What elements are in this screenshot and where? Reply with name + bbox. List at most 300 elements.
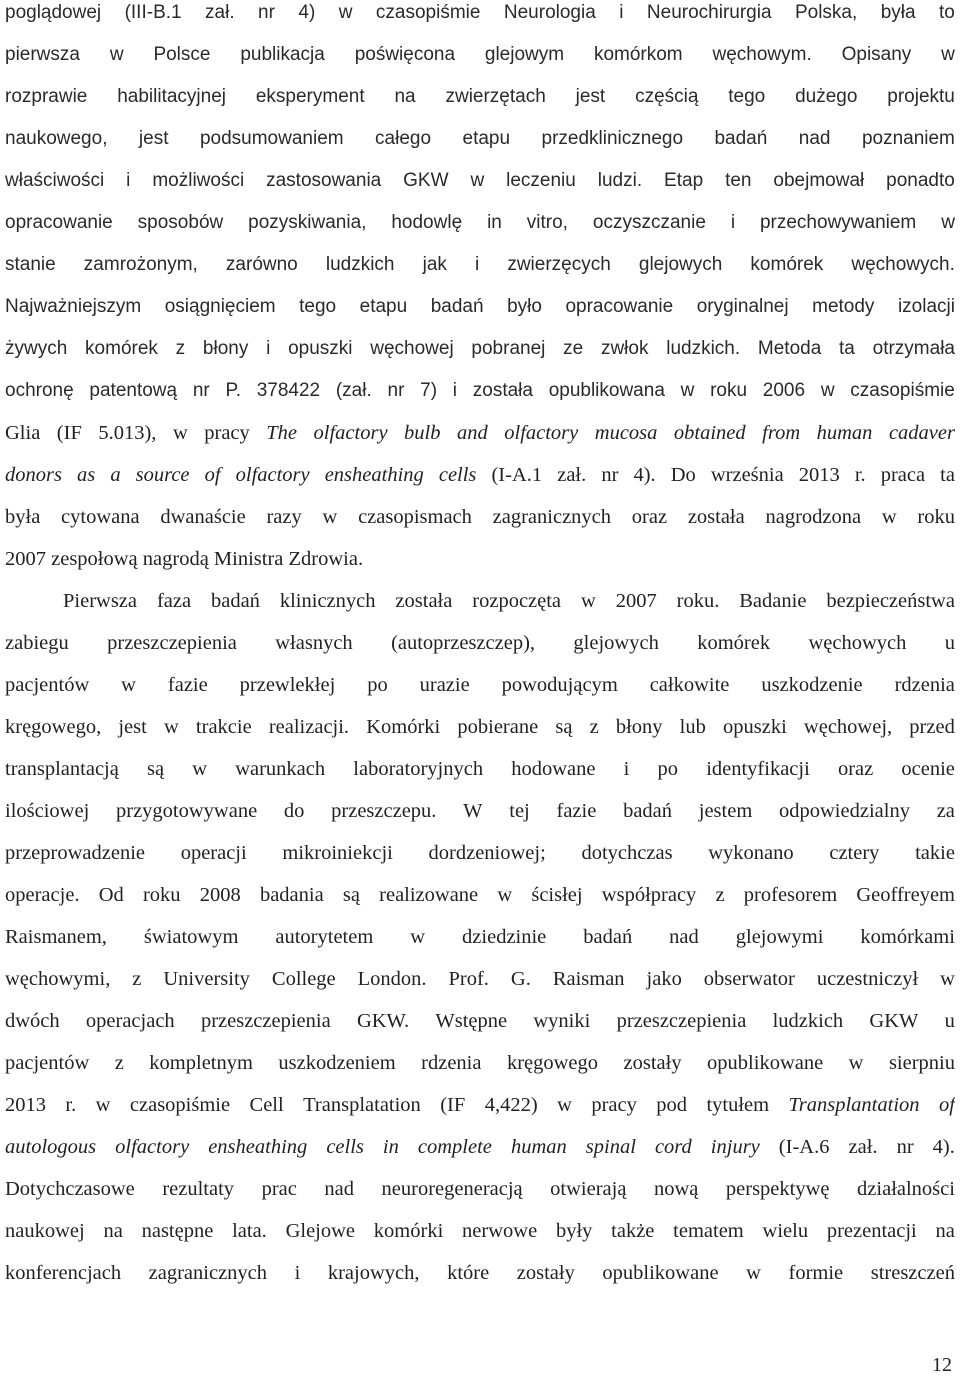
text-word: 4,422) — [484, 1094, 538, 1116]
text-word: cord — [654, 1136, 692, 1158]
text-word: właściwości — [5, 170, 105, 191]
text-word: i — [126, 170, 131, 191]
text-word: tego — [299, 296, 337, 317]
text-word: w — [680, 380, 695, 401]
text-line — [5, 748, 955, 790]
text-word: węchowymi, — [5, 968, 111, 990]
text-word: 2006 — [762, 380, 806, 401]
text-word: które — [447, 1262, 490, 1284]
text-word: ten — [725, 170, 752, 191]
text-word: na — [103, 1220, 123, 1242]
text-word: są — [342, 884, 360, 906]
text-word: oraz — [837, 758, 874, 780]
text-line — [5, 496, 955, 538]
text-word: eksperyment — [255, 86, 365, 107]
text-word: całego — [375, 128, 432, 149]
text-word: jest — [138, 128, 169, 149]
text-word: była — [5, 506, 41, 528]
text-word: wyniki — [533, 1010, 591, 1032]
text-word: GKW. — [356, 1010, 410, 1032]
text-word: dordzeniowej; — [428, 842, 546, 864]
text-word: z — [114, 1052, 124, 1074]
text-word: rdzenia — [894, 674, 955, 696]
text-word: profesorem — [743, 884, 838, 906]
text-word: Raisman — [552, 968, 625, 990]
text-word: patentową — [89, 380, 178, 401]
text-word: projektu — [887, 86, 955, 107]
text-word: węchowych. — [851, 254, 955, 275]
text-word: identyfikacji — [706, 758, 810, 780]
text-word: source — [135, 464, 190, 486]
text-word: University — [163, 968, 250, 990]
text-word: ludzkich. — [666, 338, 741, 359]
text-word: urazie — [419, 674, 470, 696]
text-word: węchowych — [808, 632, 907, 654]
text-word: pracy — [204, 422, 250, 444]
text-word: Transplatation — [303, 1094, 421, 1116]
text-word: ochronę — [5, 380, 74, 401]
text-word: w — [192, 758, 208, 780]
text-word: w — [322, 506, 338, 528]
text-word: Cell — [249, 1094, 284, 1116]
text-word: ludzi. — [597, 170, 643, 191]
text-line — [5, 916, 955, 958]
text-word: Od — [98, 884, 124, 906]
text-word: zabiegu — [5, 632, 69, 654]
text-word: Neurologia — [503, 2, 596, 23]
text-word: naukowej — [5, 1220, 85, 1242]
text-word: as — [77, 464, 96, 486]
text-word: w — [172, 422, 188, 444]
text-word: jako — [646, 968, 682, 990]
text-word: w — [121, 674, 136, 696]
text-word: zagranicznych — [148, 1262, 268, 1284]
text-word: 2008 — [199, 884, 241, 906]
text-line — [5, 874, 955, 916]
text-word: cells — [438, 464, 477, 486]
text-word: lata. — [232, 1220, 267, 1242]
text-word: czasopiśmie — [129, 1094, 231, 1116]
text-word: w — [95, 1094, 111, 1116]
text-word: operacje. — [5, 884, 80, 906]
text-word: kręgowego — [506, 1052, 599, 1074]
text-word: of — [938, 1094, 955, 1116]
text-line — [5, 76, 955, 118]
text-line — [5, 1126, 955, 1168]
text-word: dwanaście — [160, 506, 246, 528]
text-word: 2013 — [798, 464, 840, 486]
text-word: roku — [710, 380, 748, 401]
text-word: nad — [324, 1178, 354, 1200]
text-word: opuszki — [723, 716, 787, 738]
text-word: Polsce — [153, 44, 211, 65]
text-word: tego — [728, 86, 766, 107]
text-word: komórek — [750, 254, 824, 275]
text-word: warunkach — [235, 758, 326, 780]
text-word: (I-A.6 — [778, 1136, 830, 1158]
text-line — [5, 622, 955, 664]
text-word: i — [730, 212, 736, 233]
text-word: Pierwsza — [63, 590, 138, 612]
text-word: Etap — [664, 170, 704, 191]
text-word: działalności — [857, 1178, 955, 1200]
text-word: kompletnym — [149, 1052, 253, 1074]
text-word: są — [555, 716, 573, 738]
text-word: tematem — [673, 1220, 744, 1242]
text-word: rdzenia — [421, 1052, 482, 1074]
text-word: pierwsza — [5, 44, 80, 65]
text-word: Komórki — [366, 716, 441, 738]
text-word: na — [394, 86, 416, 107]
text-word: w — [109, 44, 124, 65]
text-word: neuroregeneracją — [381, 1178, 523, 1200]
text-word: i — [623, 758, 630, 780]
text-word: konferencjach — [5, 1262, 122, 1284]
text-word: 2007 — [615, 590, 657, 612]
text-word: 7) — [420, 380, 438, 401]
text-word: opuszki — [288, 338, 353, 359]
text-word: operacjach — [85, 1010, 175, 1032]
text-word: błony — [202, 338, 249, 359]
text-word: była — [880, 2, 916, 23]
text-word: uczestniczył — [816, 968, 919, 990]
text-word: Glia — [5, 422, 41, 444]
text-word: poglądowej — [5, 2, 102, 23]
text-word: rezultaty — [162, 1178, 235, 1200]
text-word: zamrożonym, — [83, 254, 198, 275]
text-word: pod — [656, 1094, 688, 1116]
text-word: poświęcona — [354, 44, 456, 65]
text-word: glejowych — [638, 254, 723, 275]
text-word: College — [271, 968, 336, 990]
text-word: opublikowana — [548, 380, 665, 401]
text-word: i — [266, 338, 271, 359]
text-line — [5, 0, 955, 34]
text-word: pacjentów — [5, 1052, 90, 1074]
text-word: fazie — [556, 800, 597, 822]
text-word: Dotychczasowe — [5, 1178, 135, 1200]
text-line — [5, 34, 955, 76]
text-word: światowym — [143, 926, 239, 948]
text-word: komórkami — [860, 926, 955, 948]
text-word: w — [557, 1094, 572, 1116]
text-word: cadaver — [888, 422, 955, 444]
text-word: obtained — [673, 422, 746, 444]
text-word: i — [294, 1262, 301, 1284]
text-line — [5, 706, 955, 748]
text-word: London. — [357, 968, 427, 990]
text-word: uszkodzeniem — [278, 1052, 396, 1074]
text-word: W — [463, 800, 483, 822]
text-word: Glejowe — [285, 1220, 356, 1242]
text-word: własnych — [275, 632, 353, 654]
text-word: pracy — [591, 1094, 637, 1116]
text-word: dwóch — [5, 1010, 60, 1032]
text-word: 2013 — [5, 1094, 46, 1116]
text-word: klinicznych — [279, 590, 376, 612]
text-word: nad — [669, 926, 699, 948]
text-word: błony — [615, 716, 663, 738]
text-word: uszkodzenie — [761, 674, 863, 696]
text-word: zwłok — [600, 338, 649, 359]
text-word: spinal — [585, 1136, 636, 1158]
text-word: ludzkich — [772, 1010, 844, 1032]
text-word: in — [382, 1136, 399, 1158]
text-word: zał. — [557, 464, 587, 486]
text-word: czasopiśmie — [850, 380, 955, 401]
text-word: bezpieczeństwa — [826, 590, 955, 612]
text-word: w — [580, 590, 596, 612]
text-word: zostały — [516, 1262, 575, 1284]
text-word: są — [147, 758, 165, 780]
text-word: dziedzinie — [462, 926, 547, 948]
text-word: u — [944, 1010, 955, 1032]
text-word: stanie — [5, 254, 56, 275]
text-word: autorytetem — [275, 926, 374, 948]
text-word: olfactory — [235, 464, 310, 486]
text-word: badań — [714, 128, 768, 149]
text-word: perspektywę — [725, 1178, 830, 1200]
text-word: prezentacji — [826, 1220, 917, 1242]
text-word: GKW — [403, 170, 449, 191]
text-line — [5, 790, 955, 832]
text-word: glejowych — [573, 632, 659, 654]
text-word: ta — [839, 338, 855, 359]
text-word: przeszczepu. — [331, 800, 437, 822]
text-word: vitro, — [526, 212, 568, 233]
text-word: w — [848, 1052, 864, 1074]
text-word: na — [935, 1220, 955, 1242]
text-word: nr — [387, 380, 405, 401]
text-word: habilitacyjnej — [117, 86, 227, 107]
text-word: to — [939, 2, 955, 23]
text-word: komórki — [373, 1220, 444, 1242]
text-word: The — [266, 422, 298, 444]
text-word: naukowego, — [5, 128, 108, 149]
text-word: Polska, — [794, 2, 858, 23]
text-word: przeszczepienia — [107, 632, 237, 654]
text-word: i — [619, 2, 624, 23]
text-word: cells — [326, 1136, 364, 1158]
text-word: hodowane — [511, 758, 596, 780]
text-word: powodującym — [501, 674, 618, 696]
text-word: streszczeń — [870, 1262, 955, 1284]
text-word: podsumowaniem — [199, 128, 344, 149]
text-word: badania — [259, 884, 324, 906]
text-word: jest — [118, 716, 147, 738]
text-word: nagrodzona — [765, 506, 862, 528]
text-word: obejmował — [773, 170, 865, 191]
text-word: rozpoczęta — [472, 590, 562, 612]
text-word: 4). — [633, 464, 656, 486]
page-number: 12 — [932, 1354, 952, 1376]
text-word: oczyszczanie — [592, 212, 706, 233]
text-word: jak — [422, 254, 447, 275]
text-word: czasopismach — [358, 506, 472, 528]
text-word: przed — [909, 716, 955, 738]
text-word: wielu — [762, 1220, 809, 1242]
text-word: dużego — [795, 86, 858, 107]
text-word: injury — [710, 1136, 760, 1158]
text-word: nr — [896, 1136, 914, 1158]
text-word: olfactory — [313, 422, 388, 444]
text-word: węchowej — [370, 338, 454, 359]
text-word: r. — [854, 464, 866, 486]
text-word: roku. — [676, 590, 720, 612]
text-word: mikroiniekcji — [282, 842, 393, 864]
text-word: badań — [430, 296, 484, 317]
text-word: olfactory — [115, 1136, 190, 1158]
text-word: nową — [653, 1178, 699, 1200]
text-word: ocenie — [901, 758, 955, 780]
text-word: cztery — [829, 842, 880, 864]
text-word: ilościowej — [5, 800, 90, 822]
text-word: from — [762, 422, 801, 444]
text-word: były — [555, 1220, 593, 1242]
text-word: oraz — [631, 506, 668, 528]
text-line — [5, 1000, 955, 1042]
text-word: pobranej — [471, 338, 546, 359]
text-word: zagranicznych — [492, 506, 612, 528]
text-line — [5, 118, 955, 160]
text-word: opracowanie — [5, 212, 113, 233]
text-word: zastosowania — [266, 170, 382, 191]
text-word: (zał. — [335, 380, 372, 401]
text-word: formie — [788, 1262, 844, 1284]
text-word: olfactory — [504, 422, 579, 444]
text-word: komórek — [697, 632, 771, 654]
text-word: bulb — [404, 422, 441, 444]
text-word: w — [163, 716, 179, 738]
text-word: i — [474, 254, 480, 275]
text-line — [5, 202, 955, 244]
text-line — [5, 412, 955, 454]
text-word: z — [175, 338, 186, 359]
text-word: roku — [917, 506, 955, 528]
text-word: Do — [670, 464, 696, 486]
text-word: poznaniem — [861, 128, 955, 149]
text-word: etapu — [462, 128, 511, 149]
text-word: w — [881, 506, 897, 528]
text-word: ensheathing — [324, 464, 424, 486]
text-word: otwierają — [550, 1178, 627, 1200]
text-word: w — [820, 380, 835, 401]
text-word: współpracy — [601, 884, 697, 906]
text-line — [5, 454, 955, 496]
text-word: Opisany — [841, 44, 912, 65]
text-word: donors — [5, 464, 62, 486]
text-line — [5, 1042, 955, 1084]
text-word: Raismanem, — [5, 926, 107, 948]
text-word: ścisłej — [531, 884, 583, 906]
text-word: z — [132, 968, 142, 990]
text-word: ludzkich — [325, 254, 395, 275]
text-word: odpowiedzialny — [779, 800, 910, 822]
text-word: hodowlę — [391, 212, 463, 233]
text-word: metody — [812, 296, 875, 317]
text-line — [5, 286, 955, 328]
text-word: nad — [798, 128, 831, 149]
text-word: complete — [417, 1136, 492, 1158]
text-word: żywych — [5, 338, 68, 359]
text-line — [5, 244, 955, 286]
text-word: obserwator — [703, 968, 795, 990]
text-word: P. — [225, 380, 241, 401]
text-word: za — [936, 800, 955, 822]
text-word: została — [472, 380, 533, 401]
text-word: ze — [563, 338, 584, 359]
text-word: węchowej, — [803, 716, 893, 738]
text-word: przewlekłej — [239, 674, 336, 696]
text-segment: 2007 zespołową nagrodą Ministra Zdrowia. — [5, 548, 364, 570]
text-word: przeszczepienia — [200, 1010, 331, 1032]
text-word: czasopiśmie — [375, 2, 481, 23]
text-word: częścią — [635, 86, 699, 107]
text-line — [5, 664, 955, 706]
text-word: zwierzęcych — [507, 254, 611, 275]
text-word: badań — [583, 926, 633, 948]
text-word: jestem — [698, 800, 753, 822]
text-word: zarówno — [225, 254, 298, 275]
text-word: zał. — [205, 2, 235, 23]
text-line — [5, 958, 955, 1000]
text-word: 4) — [298, 2, 316, 23]
text-word: r. — [65, 1094, 77, 1116]
text-word: zał. — [848, 1136, 878, 1158]
text-word: dotychczas — [581, 842, 673, 864]
text-word: (IF — [56, 422, 82, 444]
text-word: możliwości — [152, 170, 245, 191]
text-line — [5, 370, 955, 412]
text-word: w — [940, 968, 955, 990]
text-word: operacji — [180, 842, 247, 864]
text-word: of — [204, 464, 221, 486]
text-word: Metoda — [757, 338, 822, 359]
text-line — [5, 1168, 955, 1210]
text-word: mucosa — [594, 422, 658, 444]
text-word: w — [338, 2, 353, 23]
text-word: realizacji. — [268, 716, 350, 738]
text-word: komórkom — [593, 44, 683, 65]
text-word: laboratoryjnych — [353, 758, 484, 780]
text-word: (III-B.1 — [124, 2, 182, 23]
text-word: 4). — [932, 1136, 955, 1158]
text-word: osiągnięciem — [164, 296, 276, 317]
text-word: z — [715, 884, 725, 906]
text-word: ta — [940, 464, 955, 486]
text-word: publikacja — [240, 44, 325, 65]
text-word: G. — [510, 968, 531, 990]
text-word: etapu — [359, 296, 408, 317]
text-word: opublikowane — [707, 1052, 824, 1074]
text-word: (IF — [440, 1094, 466, 1116]
text-word: została — [687, 506, 745, 528]
text-word: do — [283, 800, 305, 822]
text-word: zwierzętach — [445, 86, 546, 107]
text-word: nr — [258, 2, 275, 23]
text-word: 5.013), — [98, 422, 157, 444]
text-word: badań — [623, 800, 673, 822]
text-word: transplantacją — [5, 758, 119, 780]
text-word: roku — [142, 884, 181, 906]
text-line — [5, 538, 955, 580]
text-word: realizowane — [379, 884, 479, 906]
text-word: nr — [192, 380, 210, 401]
text-word: ponadto — [886, 170, 955, 191]
text-word: sposobów — [137, 212, 224, 233]
text-word: ensheathing — [208, 1136, 308, 1158]
text-word: następne — [141, 1220, 214, 1242]
